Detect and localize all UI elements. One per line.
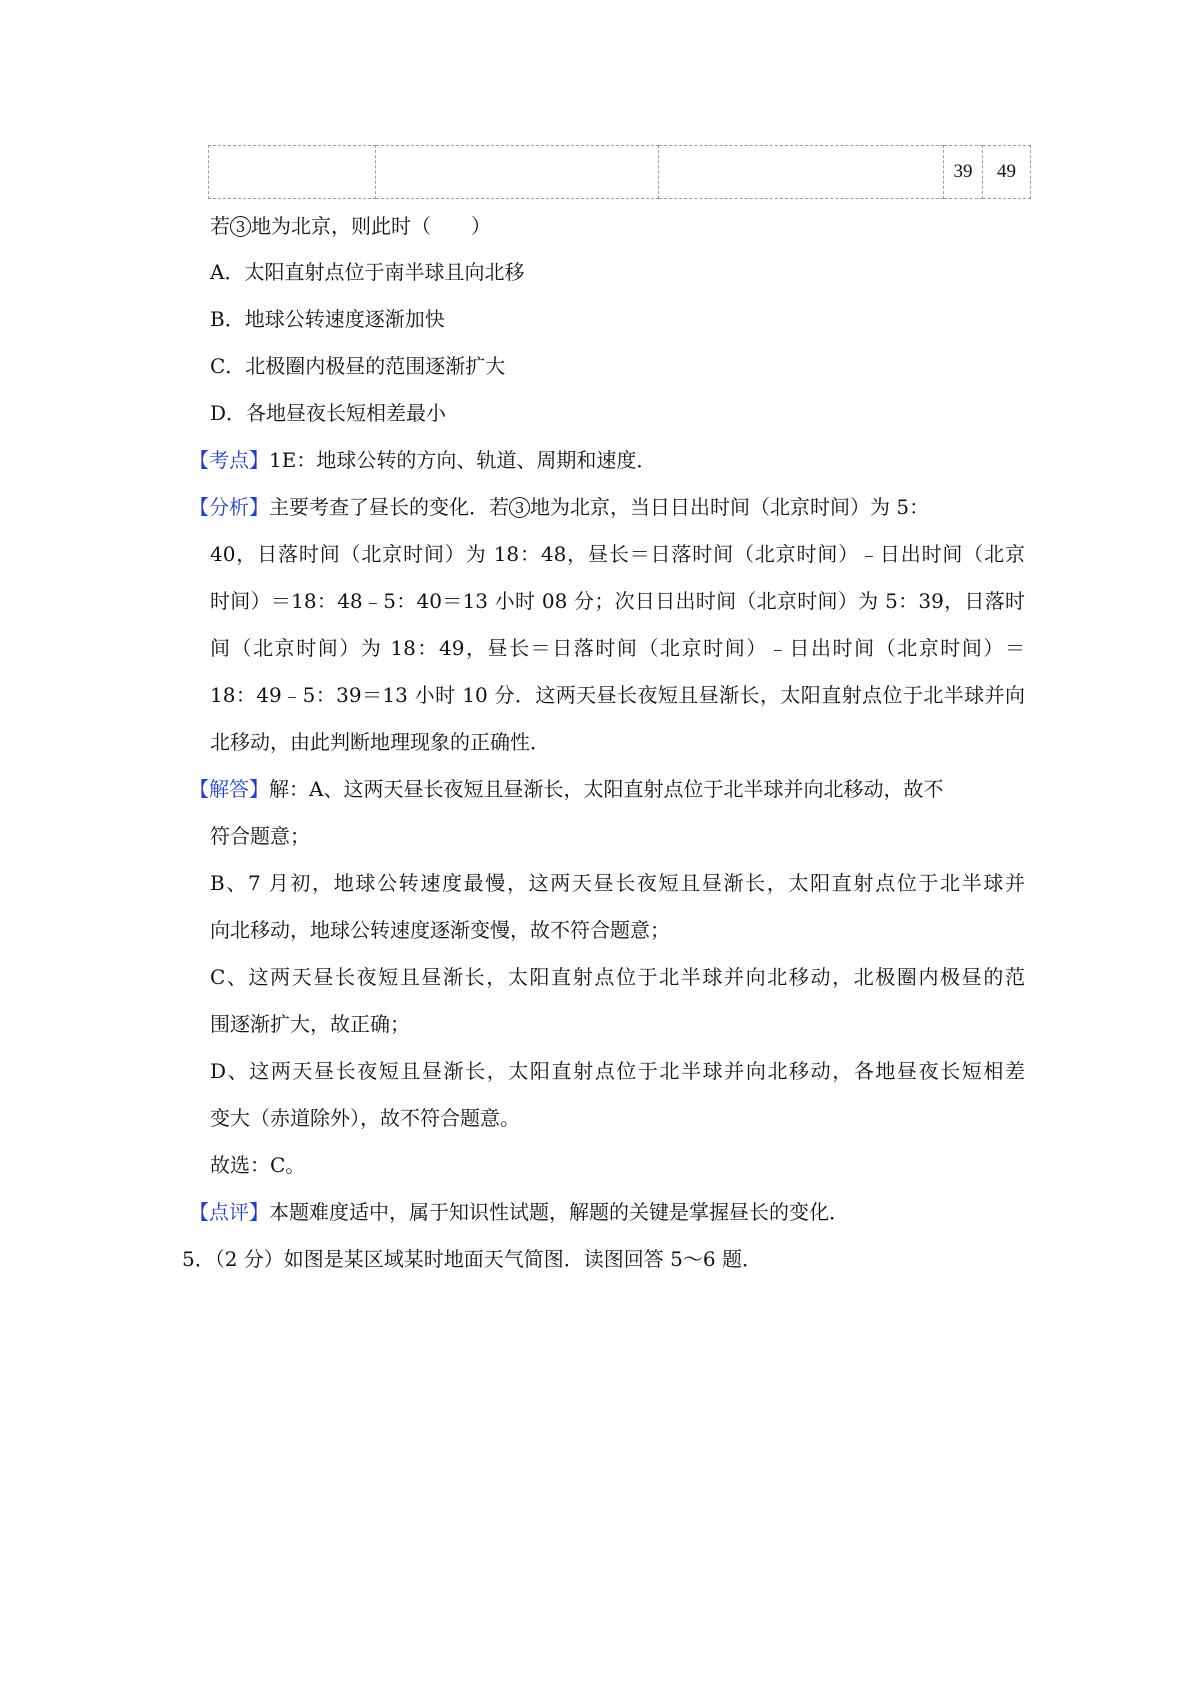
- jieda-line-5: C、这两天昼长夜短且昼渐长，太阳直射点位于北半球并向北移动，北极圈内极昼的范: [210, 965, 1025, 989]
- jieda-tag: 【解答】: [189, 777, 269, 801]
- fenxi-tag: 【分析】: [189, 495, 269, 519]
- fenxi-line-3: 时间）＝18：48﹣5：40＝13 小时 08 分；次日日出时间（北京时间）为 5：39，日落时: [210, 589, 1025, 613]
- jieda-line-8: 变大（赤道除外），故不符合题意。: [210, 1106, 520, 1130]
- next-question: 5．（2 分）如图是某区域某时地面天气简图．读图回答 5～6 题．: [182, 1247, 762, 1271]
- table-cell: 49: [983, 146, 1031, 199]
- jieda-line-3: B、7 月初，地球公转速度最慢，这两天昼长夜短且昼渐长，太阳直射点位于北半球并: [210, 871, 1025, 895]
- option-d: D．各地昼夜长短相差最小: [210, 401, 447, 425]
- table-cell: [376, 146, 659, 199]
- dianping-line: 【点评】本题难度适中，属于知识性试题，解题的关键是掌握昼长的变化．: [189, 1200, 849, 1224]
- kaodian-tag: 【考点】: [189, 448, 269, 472]
- table-row: [209, 146, 1031, 199]
- fenxi-line-6: 北移动，由此判断地理现象的正确性．: [210, 730, 550, 754]
- question-stem: 若 3 地为北京，则此时（ ）: [210, 214, 491, 238]
- fenxi-line-2: 40，日落时间（北京时间）为 18：48，昼长＝日落时间（北京时间）﹣日出时间（北京: [210, 542, 1025, 566]
- fenxi-line-4: 间（北京时间）为 18：49，昼长＝日落时间（北京时间）﹣日出时间（北京时间）＝: [210, 636, 1025, 660]
- circled-number: 3: [230, 216, 251, 237]
- fenxi-line-1: 【分析】主要考查了昼长的变化．若 3 地为北京，当日日出时间（北京时间）为 5：: [189, 495, 930, 519]
- fenxi-line-5: 18：49﹣5：39＝13 小时 10 分．这两天昼长夜短且昼渐长，太阳直射点位于北半球并向: [210, 683, 1025, 707]
- option-c: C．北极圈内极昼的范围逐渐扩大: [210, 354, 506, 378]
- circled-number: 3: [509, 497, 530, 518]
- jieda-line-6: 围逐渐扩大，故正确；: [210, 1012, 410, 1036]
- jieda-line-2: 符合题意；: [210, 824, 310, 848]
- option-b: B．地球公转速度逐渐加快: [210, 307, 445, 331]
- table-cell: [209, 146, 376, 199]
- jieda-line-7: D、这两天昼长夜短且昼渐长，太阳直射点位于北半球并向北移动，各地昼夜长短相差: [210, 1059, 1025, 1083]
- table-cell: [659, 146, 944, 199]
- option-a: A．太阳直射点位于南半球且向北移: [210, 260, 525, 284]
- jieda-line-4: 向北移动，地球公转速度逐渐变慢，故不符合题意；: [210, 918, 670, 942]
- kaodian-line: 【考点】1E：地球公转的方向、轨道、周期和速度．: [189, 448, 657, 472]
- dianping-tag: 【点评】: [189, 1200, 269, 1224]
- jieda-line-1: 【解答】解：A、这两天昼长夜短且昼渐长，太阳直射点位于北半球并向北移动，故不: [189, 777, 944, 801]
- sunrise-table-fragment: [208, 145, 1031, 199]
- answer-line: 故选：C。: [210, 1153, 306, 1177]
- table-cell: 39: [944, 146, 983, 199]
